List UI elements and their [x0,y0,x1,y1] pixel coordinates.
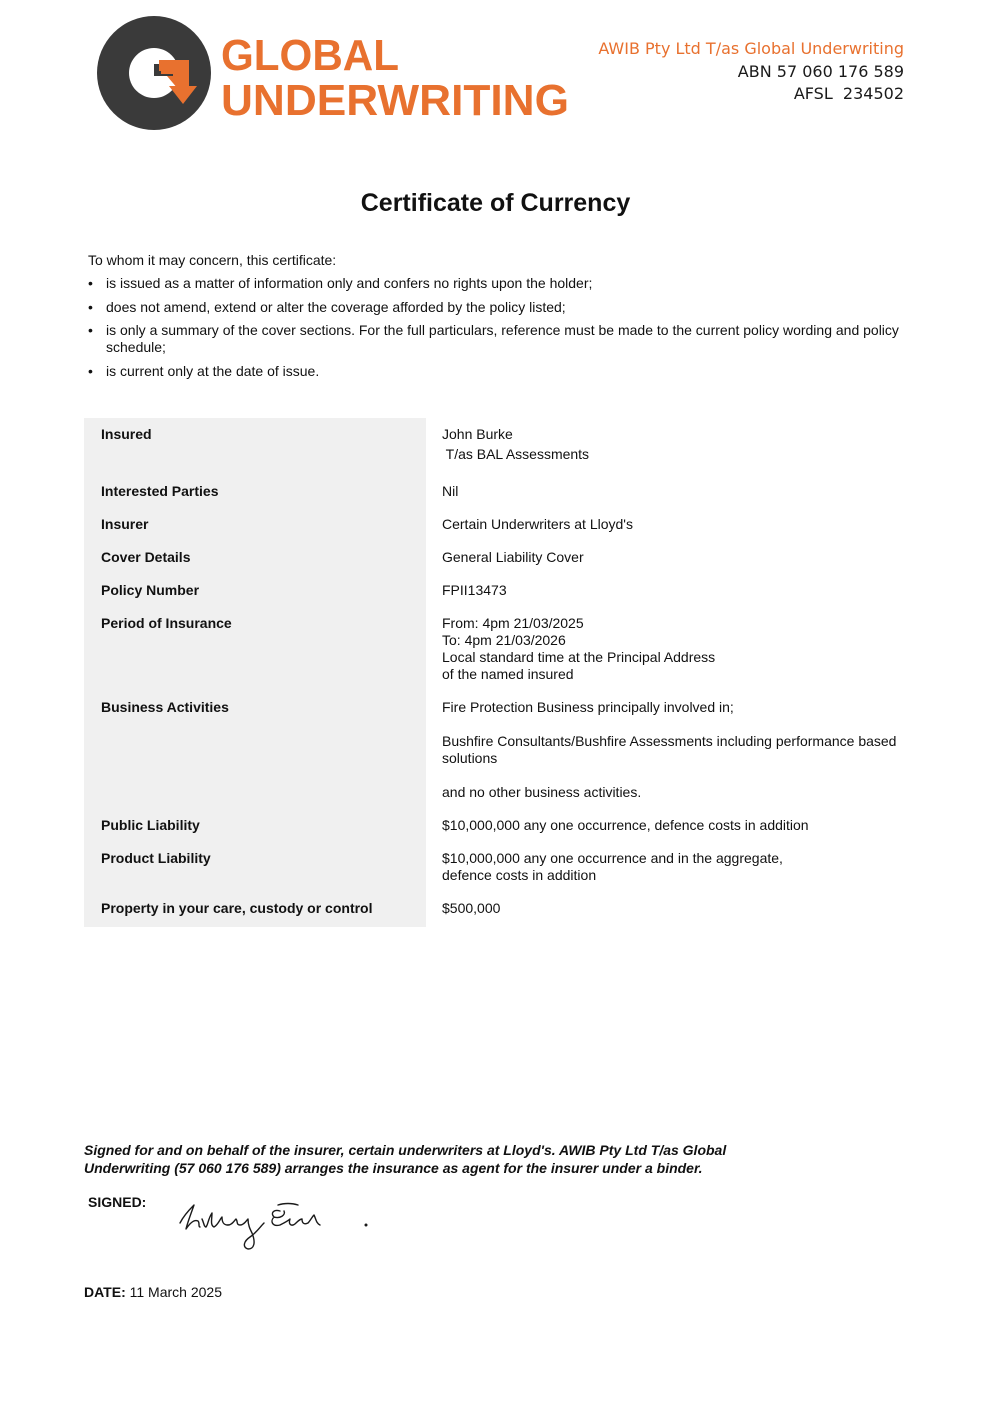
business-activities-value [426,691,899,809]
public-liability-label: Public Liability [84,809,426,842]
cover-details-label: Cover Details [84,541,426,574]
date-value: 11 March 2025 [125,1284,222,1300]
policy-number-label: Policy Number [84,574,426,607]
table-row-interested-parties [84,475,899,508]
logo-text-line1: GLOBAL [221,31,399,80]
list-item: • is only a summary of the cover sections. For the full particulars, reference must be made to the current policy wording and policy schedule; [88,322,899,355]
spacer [442,767,899,784]
cover-details-value: General Liability Cover [442,549,584,565]
period-from: From: 4pm 21/03/2025 [442,615,584,631]
insured-label: Insured [84,418,426,475]
policy-number-value: FPII13473 [442,582,507,598]
spacer [442,716,899,733]
bullet-icon: • [88,275,93,291]
property-care-label: Property in your care, custody or control [84,892,426,927]
period-to: To: 4pm 21/03/2026 [442,632,566,648]
signed-label: SIGNED: [88,1194,147,1210]
period-note-1: Local standard time at the Principal Address [442,649,716,665]
product-liability-line-1: $10,000,000 any one occurrence and in the aggregate, [442,850,783,866]
period-label: Period of Insurance [84,607,426,691]
table-row-product-liability [84,842,899,892]
insured-trading-as: T/as BAL Assessments [442,446,590,462]
policy-details-table [84,418,899,927]
insurer-value: Certain Underwriters at Lloyd's [442,516,633,532]
table-row-period [84,607,899,691]
product-liability-value [426,842,899,892]
signed-statement: Signed for and on behalf of the insurer, certain underwriters at Lloyd's. AWIB Pty Ltd T/as Global Underwriting (57 060 176 589) arranges the insurance as agent for the insurer under a binder. [84,1142,727,1176]
property-care-value: $500,000 [442,900,501,916]
logo-text-line2: UNDERWRITING [221,76,569,125]
period-value [426,607,899,691]
disclaimer-list [88,275,903,386]
bullet-icon: • [88,322,93,338]
date-label: DATE: [84,1284,126,1300]
list-item: • does not amend, extend or alter the coverage afforded by the policy listed; [88,298,566,315]
public-liability-value: $10,000,000 any one occurrence, defence costs in addition [442,817,809,833]
table-row-insured [84,418,899,475]
table-row-public-liability [84,809,899,842]
document-title: Certificate of Currency [360,189,631,217]
signature-image [170,1195,380,1253]
bullet-icon: • [88,362,93,379]
interested-parties-value: Nil [442,483,459,499]
company-info [598,38,904,106]
business-activities-line-3: and no other business activities. [442,784,642,800]
business-activities-line-2: Bushfire Consultants/Bushfire Assessments including performance based solutions [442,733,897,766]
company-name: AWIB Pty Ltd T/as Global Underwriting [598,39,904,58]
interested-parties-label: Interested Parties [84,475,426,508]
list-item: • is issued as a matter of information only and confers no rights upon the holder; [88,275,593,291]
table-row-insurer [84,508,899,541]
period-note-2: of the named insured [442,666,574,682]
company-afsl: AFSL 234502 [793,84,904,103]
business-activities-label: Business Activities [84,691,426,809]
insured-name: John Burke [442,426,513,442]
table-row-policy-number [84,574,899,607]
g-arrow-logo-icon [97,16,211,130]
bullet-icon: • [88,298,93,315]
insured-value [426,418,899,475]
global-underwriting-logo [97,16,577,132]
company-abn: ABN 57 060 176 589 [737,61,904,81]
intro-text: To whom it may concern, this certificate: [88,252,337,268]
product-liability-line-2: defence costs in addition [442,867,597,883]
table-row-cover-details [84,541,899,574]
product-liability-label: Product Liability [84,842,426,892]
date-line [84,1284,222,1300]
business-activities-line-1: Fire Protection Business principally involved in; [442,699,734,715]
list-item: • is current only at the date of issue. [88,362,320,379]
table-row-business-activities [84,691,899,809]
table-row-property-care [84,892,899,927]
insurer-label: Insurer [84,508,426,541]
